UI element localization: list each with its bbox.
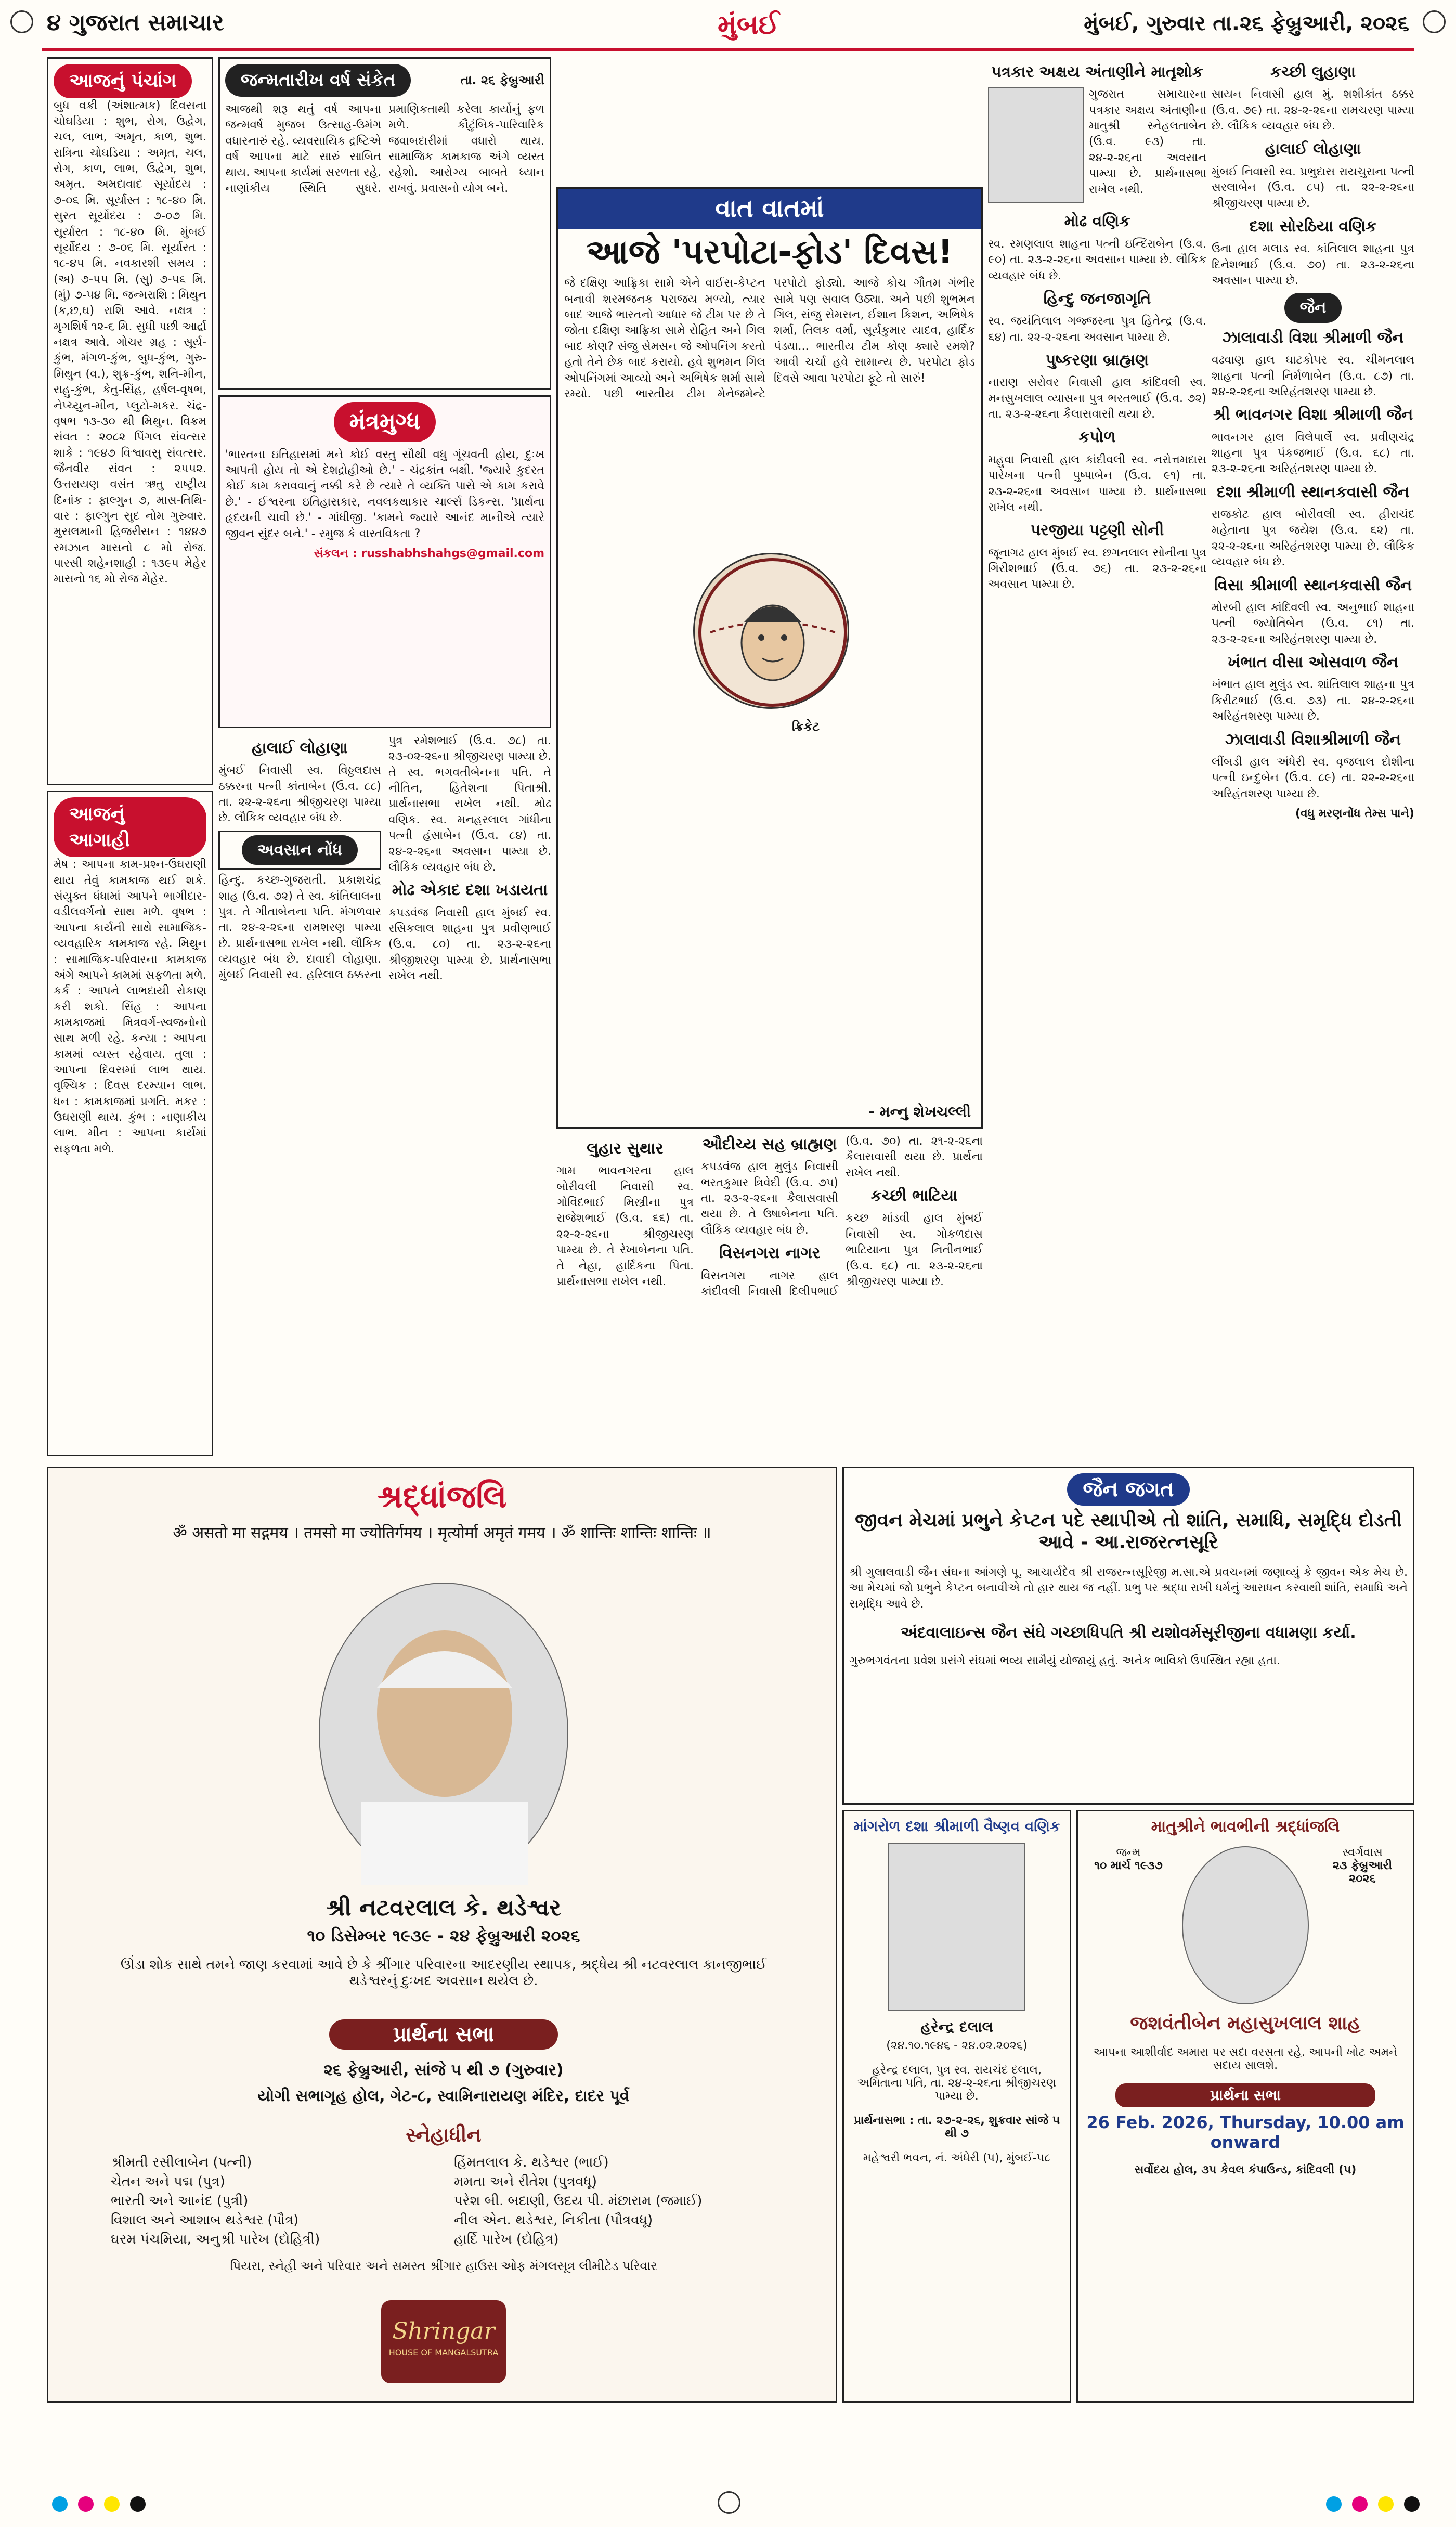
mantra-title: મંત્રમુગ્ધ [334, 402, 436, 442]
brand-name: Shringar [392, 2318, 495, 2344]
far2-title: વિસા શ્રીમાળી સ્થાનકવાસી જૈન [1214, 576, 1412, 594]
family-member: નીલ એન. થડેશ્વર, નિકીતા (પૌત્રવધૂ) [454, 2212, 653, 2228]
dalal-community: માંગરોળ દશા શ્રીમાળી વૈષ્ણવ વણિક [853, 1818, 1060, 1835]
dalal-dates: (૨૪.૧૦.૧૯૪૬ - ૨૪.૦૨.૨૦૨૬) [886, 2039, 1028, 2052]
family-member: ભારતી અને આનંદ (પુત્રી) [111, 2193, 249, 2209]
mantra-credit: સંકલન : russhabhshahgs@gmail.com [314, 547, 544, 560]
page-number-paper [47, 9, 224, 36]
section-title: મુંબઈ [718, 9, 779, 41]
registration-mark [718, 2491, 740, 2514]
panchang-title: આજનું પંચાંગ [54, 64, 192, 98]
halai-title: હાલાઈ લોહાણા [1265, 140, 1361, 159]
jain-jagat-headline2: અંદવાલાઇન્સ જૈન સંઘે ગચ્છાધિપતિ શ્રી યશોવર્મસૂરીજીના વધામણા કર્યા. [901, 1624, 1356, 1642]
janmadivas-box [218, 57, 551, 390]
janmadivas-title: જન્મતારીખ વર્ષ સંકેત [225, 64, 411, 97]
magenta-dot [78, 2496, 94, 2512]
date-line: મુંબઈ, ગુરુવાર તા.૨૬ ફેબ્રુઆરી, ૨૦૨૬ [1084, 11, 1409, 35]
registration-mark [1423, 10, 1446, 33]
dalal-name: હરેન્દ્ર દલાલ [920, 2018, 993, 2036]
hindu-title: હિન્દુ જનજાગૃતિ [1043, 289, 1151, 308]
jashvantiben-prayer-date: 26 Feb. 2026, Thursday, 10.00 am onward [1086, 2113, 1405, 2152]
prayer-date: ૨૬ ફેબ્રુઆરી, સાંજે ૫ થી ૭ (ગુરુવાર) [323, 2061, 564, 2079]
portrait-icon [320, 1584, 569, 1885]
jashvantiben-photo [1182, 1846, 1309, 2004]
center-obits-col [218, 733, 551, 1456]
vaat-signature: - મન્નુ શેખચલ્લી [868, 1103, 971, 1120]
far4-text: લીંબડી હાલ અંધેરી સ્વ. વૃજલાલ દોશીના પત્ની ઇન્દુબેન (ઉ.વ. ૮૯) તા. ૨૨-૨-૨૬ના અરિહંતશરણ પામ્યા છે. [1212, 755, 1414, 800]
header-rule [42, 48, 1414, 51]
jashvantiben-ad [1076, 1810, 1414, 2403]
patrakar-text: ગુજરાત સમાચારના પત્રકાર અક્ષય અંતાણીના માતુશ્રી સ્નેહલતાબેન (ઉ.વ. ૯૩) તા. ૨૪-૨-૨૬ના અવસાન પામ્યા છે. પ્રાર્થનાસભા રાખેલ નથી. [1089, 88, 1206, 196]
jashvantiben-venue: સર્વોદય હોલ, ૩૫ કેવલ કંપાઉન્ડ, કાંદિવલી (પ) [1134, 2163, 1357, 2176]
matru-title: માતુશ્રીને ભાવભીની શ્રદ્ધાંજલિ [1151, 1818, 1340, 1836]
kachhi-text: કચ્છ માંડવી હાલ મુંબઈ નિવાસી સ્વ. ગોકળદાસ ભાટિયાના પુત્ર નિતીનભાઈ (ઉ.વ. ૬૮) તા. ૨૩-૨-૨૬ના શ્રીજીચરણ પામ્યા છે. [846, 1212, 983, 1288]
magenta-dot [1352, 2496, 1368, 2512]
visa-title: શ્રી ભાવનગર વિશા શ્રીમાળી જૈન [1213, 406, 1413, 424]
jain-jagat-box [842, 1467, 1414, 1805]
prayer-title: પ્રાર્થના સભા [329, 2019, 558, 2050]
far4-title: ઝાલાવાડી વિશાશ્રીમાળી જૈન [1225, 730, 1401, 749]
family-member: શ્રીમતી રસીલાબેન (પત્ની) [111, 2155, 252, 2170]
luhar-title: લુહાર સુથાર [587, 1139, 664, 1158]
vishnagar-title: પરજીયા પટ્ટણી સોની [1030, 521, 1164, 540]
vaishnav-text: વિસનગરા નાગર હાલ કાંદીવલી નિવાસી દિલીપભાઈ (ઉ.વ. ૭૦) તા. ૨૧-૨-૨૬ના કૈલાસવાસી થયા છે. પ્રાર્થના રાખેલ નથી. [701, 1135, 983, 1298]
family-member: વિશાલ અને આશાબ થડેશ્વર (પૌત્ર) [111, 2212, 299, 2228]
cartoon-illustration [693, 553, 849, 709]
janmadivas-date: તા. ૨૬ ફેબ્રુઆરી [460, 72, 544, 87]
family-footer: પિયરા, સ્નેહી અને પરિવાર અને સમસ્ત શ્રીંગાર હાઉસ ઓફ મંગલસૂત્ર લીમીટેડ પરિવાર [230, 2259, 657, 2273]
zalavadi-text: વઢવાણ હાલ ઘાટકોપર સ્વ. ચીમનલાલ શાહના પત્ની નિર્મળાબેન (ઉ.વ. ૮૭) તા. ૨૪-૨-૨૬ના અરિહંતશરણ પામ્યા છે. [1212, 354, 1414, 398]
visa-text: ભાવનગર હાલ વિલેપાર્લે સ્વ. પ્રવીણચંદ્ર શાહના પુત્ર પંકજભાઈ (ઉ.વ. ૬૮) તા. ૨૩-૨-૨૬ના અરિહંતશરણ પામ્યા છે. [1212, 431, 1414, 476]
black-dot [130, 2496, 146, 2512]
vaat-headline: આજે 'પરપોટા-ફોડ' દિવસ! [586, 233, 953, 271]
lohana-title: હાલાઈ લોહાણા [252, 739, 348, 757]
death-date: ૨૩ ફેબ્રુઆરી ૨૦૨૬ [1332, 1859, 1393, 1885]
page-number: ૪ [47, 9, 61, 36]
nondh-text: હિન્દુ. કચ્છ-ગુજરાતી. પ્રકાશચંદ્ર શાહ (ઉ.વ. ૭૨) તે સ્વ. કાંતિલાલના પુત્ર. તે ગીતાબેનના પતિ. મંગળવાર તા. ૨૪-૨-૨૬ના રામશરણ પામ્યા છે. પ્રાર્થનાસભા રાખેલ નથી. લૌકિક વ્યવહાર બંધ છે. દાવાદી લોહાણા. મુંબઈ નિવાસી સ્વ. હરિલાલ ઠક્કરના પુત્ર રમેશભાઈ (ઉ.વ. ૭૮) તા. ૨૩-૦૨-૨૬ના શ્રીજીચરણ પામ્યા છે. તે સ્વ. ભગવતીબેનના પતિ. તે નીતિન, હિતેશના પિતાશ્રી. પ્રાર્થનાસભા રાખેલ નથી. મોઢ વણિક. સ્વ. મનહરલાલ ગાંધીના પત્ની હંસાબેન (ઉ.વ. ૮૪) તા. ૨૪-૨-૨૬ના અવસાન પામ્યા છે. લૌકિક વ્યવહાર બંધ છે. [218, 734, 551, 982]
janmadivas-text: આજથી શરૂ થતું વર્ષ આપના જન્મવર્ષ મુજબ ઉત્સાહ-ઉમંગ વધારનારું રહે. વ્યવસાયિક દ્રષ્ટિએ વર્ષ આપના માટે સારું સાબિત થાય. આપના કાર્યમાં સરળતા રહે. નાણાંકીય સ્થિતિ સુધરે. પ્રમાણિકતાથી કરેલા કાર્યોનું ફળ મળે. કૌટુંબિક-પારિવારિક જવાબદારીમાં વધારો થાય. સામાજિક કામકાજ અંગે વ્યસ્ત રહેશો. આરોગ્ય બાબતે ધ્યાન રાખવું. પ્રવાસનો યોગ બને. [225, 102, 544, 195]
dasha-text: ઉના હાલ મલાડ સ્વ. કાંતિલાલ શાહના પુત્ર દિનેશભાઈ (ઉ.વ. ૭૦) તા. ૨૩-૨-૨૬ના અવસાન પામ્યા છે. [1212, 242, 1414, 288]
cricketer-cartoon-icon [695, 554, 851, 710]
jain-section-title: જૈન [1284, 293, 1342, 322]
panchang-text: બુધ વક્રી (અંશાત્મક) દિવસના ચોઘડિયા : શુભ, રોગ, ઉદ્વેગ, ચલ, લાભ, અમૃત, કાળ, શુભ. રાત્રિના ચોઘડિયા : અમૃત, ચલ, રોગ, કાળ, લાભ, ઉદ્વેગ, શુભ, અમૃત. અમદાવાદ સૂર્યોદય : ૭-૦૬ મિ. સૂર્યાસ્ત : ૧૮-૪૦ મિ. સુરત સૂર્યોદય : ૭-૦૭ મિ. સૂર્યાસ્ત : ૧૮-૪૦ મિ. મુંબઈ સૂર્યોદય : ૭-૦૬ મિ. સૂર્યાસ્ત : ૧૮-૪૫ મિ. નવકારશી સમય : (અ) ૭-૫૫ મિ. (સુ) ૭-૫૬ મિ. (મું) ૭-૫૪ મિ. જન્મરાશિ : મિથુન (ક,છ,ઘ) રાશિ આવે. નક્ષત્ર : મૃગશિર્ષ ૧૨-૬ મિ. સુધી પછી આર્દ્રા નક્ષત્ર આવે. ગોચર ગ્રહ : સૂર્ય-કુંભ, મંગળ-કુંભ, બુધ-કુંભ, ગુરુ-મિથુન (વ.), શુક્ર-કુંભ, શનિ-મીન, રાહુ-કુંભ, કેતુ-સિંહ, હર્ષલ-વૃષભ, નેપ્ચ્યુન-મીન, પ્લુટો-મકર. ચંદ્ર-વૃષભ ૧૩-૩૦ થી મિથુન. વિક્રમ સંવત : ૨૦૮૨ પિંગલ સંવત્સર શાકે : ૧૯૪૭ વિશ્વાવસુ સંવત્સર. જૈનવીર સંવત : ૨૫૫૨. ઉત્તરાયણ વસંત ઋતુ રાષ્ટ્રીય દિનાંક : ફાલ્ગુન ૭, માસ-તિથિ-વાર : ફાલ્ગુન સુદ નોમ ગુરુવાર. મુસલમાની હિજરીસન : ૧૪૪૭ રમઝાન માસનો ૮ મો રોજ. પારસી શહેનશાહી : ૧૩૯૫ મેહેર માસનો ૧૬ મો રોજ મેહેર. [54, 99, 206, 586]
vaat-text: જે દક્ષિણ આફ્રિકા સામે એને વાઈસ-કેપ્ટન બનાવી શરમજનક પરાજય મળ્યો, ત્યાર બાદ આજે ભારતનો આધાર જે ટીમ પર છે તે જોતા દક્ષિણ આફ્રિકા સામે રોહિત અને ગિલ બાદ કોણ? સંજુ સેમસન જે ઓપનિંગ કરતો હતો તેને છેક બાદ કરાયો. હવે શુભમન ગિલ ઓપનિંગમાં આવ્યો અને અભિષેક શર્મા સાથે રમ્યો. પછી ભારતીય ટીમ મેનેજમેન્ટે પરપોટો ફોડ્યો. આજે કોચ ગૌતમ ગંભીર સામે પણ સવાલ ઉઠ્યા. અને પછી શુભમન ગિલ, સંજુ સેમસન, ઈશાન કિશન, અભિષેક શર્મા, તિલક વર્મા, સૂર્યકુમાર યાદવ, હાર્દિક પંડ્યા... ભારતીય ટીમ કોણ ક્યારે રમશે? આવી ચર્ચા હવે સામાન્ય છે. પરપોટા ફોડ દિવસે આવા પરપોટા ફૂટે તો સારું! [564, 277, 975, 400]
far2-text: મોરબી હાલ કાંદિવલી સ્વ. અનુભાઈ શાહના પત્ની જ્યોતિબેન (ઉ.વ. ૮૧) તા. ૨૩-૨-૨૬ના અરિહંતશરણ પામ્યા છે. [1212, 601, 1414, 646]
rashi-title: આજનું આગાહી [54, 797, 206, 857]
brand-tagline: HOUSE OF MANGALSUTRA [388, 2348, 499, 2357]
jain-jagat-band: જૈન જગત [1067, 1473, 1189, 1506]
yellow-dot [1378, 2496, 1394, 2512]
birth-date: ૧૦ માર્ચ ૧૯૩૭ [1094, 1859, 1163, 1872]
family-member: હિંમતલાલ કે. થડેશ્વર (ભાઈ) [454, 2155, 609, 2170]
vaat-box [556, 187, 983, 1129]
registration-mark [10, 10, 33, 33]
audichya-title: ઔદીચ્ય સહ બ્રાહ્મણ [702, 1135, 837, 1154]
yellow-dot [104, 2496, 120, 2512]
dalal-text: હરેન્દ્ર દલાલ, પુત્ર સ્વ. રાયચંદ દલાલ, અમિતાના પતિ, તા. ૨૪-૨-૨૬ના શ્રીજીચરણ પામ્યા છે. [857, 2064, 1057, 2103]
vishnagar-text: જૂનાગઢ હાલ મુંબઈ સ્વ. છગનલાલ સોનીના પુત્ર ગિરીશભાઈ (ઉ.વ. ૭૬) તા. ૨૩-૨-૨૬ના અવસાન પામ્યા છે. [988, 546, 1206, 591]
far1-text: રાજકોટ હાલ બોરીવલી સ્વ. હીરાચંદ મહેતાના પુત્ર જયેશ (ઉ.વ. ૬૨) તા. ૨૨-૨-૨૬ના અરિહંતશરણ પામ્યા છે. લૌકિક વ્યવહાર બંધ છે. [1212, 508, 1414, 569]
birth-label: જન્મ [1116, 1846, 1141, 1859]
kutchi-text: સાયન નિવાસી હાલ મું. શશીકાંત ઠક્કર (ઉ.વ. ૭૯) તા. ૨૪-૨-૨૬ના રામચરણ પામ્યા છે. લૌકિક વ્યવહાર બંધ છે. [1212, 88, 1414, 133]
lohana-text: મુંબઈ નિવાસી સ્વ. વિઠ્ઠલદાસ ઠક્કરના પત્ની કાંતાબેન (ઉ.વ. ૮૮) તા. ૨૨-૨-૨૬ના શ્રીજીચરણ પામ્યા છે. લૌકિક વ્યવહાર બંધ છે. [218, 764, 381, 825]
far3-title: ખંભાત વીસા ઓસવાળ જૈન [1227, 653, 1399, 672]
right-col [1212, 57, 1414, 1456]
kutchi-title: કચ્છી લુહાણા [1270, 63, 1356, 81]
kadva-text: કપડવંજ નિવાસી હાલ મુંબઈ સ્વ. રસિકલાલ શાહના પુત્ર પ્રવીણભાઈ (ઉ.વ. ૮૦) તા. ૨૩-૨-૨૬ના શ્રીજીશરણ પામ્યા છે. પ્રાર્થનાસભા રાખેલ નથી. [388, 906, 551, 983]
shringar-logo [381, 2300, 506, 2383]
cyan-dot [52, 2496, 68, 2512]
prayer-venue: યોગી સભાગૃહ હોલ, ગેટ-૮, સ્વામિનારાયણ મંદિર, દાદર પૂર્વ [257, 2087, 630, 2105]
shraddhanjali-message: ઊંડા શોક સાથે તમને જાણ કરવામાં આવે છે કે શ્રીંગાર પરિવારના આદરણીય સ્થાપક, શ્રદ્ધેય શ્રી નટવરલાલ કાનજીભાઈ થડેશ્વરનું દુઃખદ અવસાન થયેલ છે. [120, 1957, 767, 1989]
kapol-text: મહુવા નિવાસી હાલ કાંદીવલી સ્વ. નરોત્તમદાસ પારેખના પત્ની પુષ્પાબેન (ઉ.વ. ૯૧) તા. ૨૩-૨-૨૬ના અવસાન પામ્યા છે. પ્રાર્થનાસભા રાખેલ નથી. [988, 453, 1206, 514]
dalal-photo [888, 1843, 1025, 2011]
shraddhanjali-ad [47, 1467, 837, 2403]
family-member: ઘરમ પંચમિયા, અનુશ્રી પારેખ (દોહિત્રી) [111, 2232, 320, 2247]
panchang-box [47, 57, 213, 785]
jain-jagat-text: શ્રી ગુલાલવાડી જૈન સંઘના આંગણે પૂ. આચાર્યદેવ શ્રી રાજરત્નસૂરિજી મ.સા.એ પ્રવચનમાં જણાવ્યું કે જીવન એક મેચ છે. આ મેચમાં જો પ્રભુને કેપ્ટન બનાવીએ તો હાર થાય જ નહીં. પ્રભુ પર શ્રદ્ધા રાખી ધર્મનું આરાધન કરવાથી શાંતિ, સમાધિ અને સમૃદ્ધિ આવે છે. [849, 1566, 1408, 1611]
dalal-ad [842, 1810, 1071, 2403]
family-member: મમતા અને રીતેશ (પુત્રવધૂ) [454, 2174, 597, 2189]
rashi-box [47, 791, 213, 1456]
jain-jagat-headline: જીવન મેચમાં પ્રભુને કેપ્ટન પદે સ્થાપીએ તો શાંતિ, સમાધિ, સમૃદ્ધિ દોડતી આવે - આ.રાજરત્નસૂરિ [855, 1510, 1402, 1553]
shloka: ॐ असतो मा सद्गमय । तमसो मा ज्योतिर्गमय । मृत्योर्मा अमृतं गमय । ॐ शान्तिः शान्तिः शान्तिः ॥ [173, 1524, 711, 1542]
kadva-title: મોઢ એકાદ દશા ખડાયતા [392, 881, 548, 900]
vaishnav-title: વિસનગરા નાગર [719, 1244, 821, 1263]
center-lower-obits [556, 1134, 983, 1456]
family-list [111, 2155, 776, 2248]
zalavadi-title: ઝાલાવાડી વિશા શ્રીમાળી જૈન [1222, 328, 1404, 347]
cartoon-caption: ક્રિકેટ [792, 719, 820, 734]
deceased-name: શ્રી નટવરલાલ કે. થડેશ્વર [326, 1895, 561, 1921]
rashi-text: મેષ : આપના કામ-પ્રશ્ન-ઉઘરાણી થાય તેવું કામકાજ થઈ શકે. સંયુક્ત ધંધામાં આપને ભાગીદાર-વડીલવર્ગનો સાથ મળે. વૃષભ : આપના કાર્યની સાથે સામાજિક-વ્યવહારિક કામકાજ રહે. મિથુન : સામાજિક-પરિવારના કામકાજ અંગે આપને કામમાં સફળતા મળે. કર્ક : આપને લાભદાયી રોકાણ કરી શકો. સિંહ : આપના કામકાજમાં મિત્રવર્ગ-સ્વજનોનો સાથ મળી રહે. કન્યા : આપના કામમાં વ્યસ્ત રહેવાય. તુલા : આપના દિવસમાં લાભ થાય. વૃશ્ચિક : દિવસ દરમ્યાન લાભ. ધન : કામકાજમાં પ્રગતિ. મકર : ઉઘરાણી થાય. કુંભ : નાણાકીય લાભ. મીન : આપના કાર્યમાં સફળતા મળે. [54, 858, 206, 1156]
patrakar-title: પત્રકાર અક્ષય અંતાણીને માતૃશોક [991, 63, 1203, 81]
nondh-title: અવસાન નોંધ [242, 835, 358, 865]
deceased-portrait [319, 1583, 568, 1884]
patrakar-photo [988, 87, 1084, 203]
cyan-dot [1326, 2496, 1342, 2512]
dalal-venue: મહેશ્વરી ભવન, નં. અંધેરી (પ), મુંબઈ-૫૮ [863, 2152, 1051, 2165]
family-member: હાર્દિ પારેખ (દોહિત્ર) [454, 2232, 559, 2247]
kachhi-title: કચ્છી ભાટિયા [870, 1187, 958, 1206]
jashvantiben-text: આપના આશીર્વાદ અમારા પર સદા વરસતા રહે. આપની ખોટ અમને સદાય સાલશે. [1093, 2046, 1398, 2072]
pushkarna-title: પુષ્કરણા બ્રાહ્મણ [1045, 351, 1149, 369]
snehadhin-title: સ્નેહાધીન [406, 2123, 482, 2146]
family-member: ચેતન અને પદ્મ (પુત્ર) [111, 2174, 225, 2189]
pushkarna-text: નારાણ સરોવર નિવાસી હાલ કાંદિવલી સ્વ. મનસુખલાલ વ્યાસના પુત્ર ભરતભાઈ (ઉ.વ. ૭૨) તા. ૨૩-૨-૨૬ના કૈલાસવાસી થયા છે. [988, 376, 1206, 421]
luhar-text: ગામ ભાવનગરના હાલ બોરીવલી નિવાસી સ્વ. ગોવિંદભાઈ મિસ્ત્રીના પુત્ર રાજેશભાઈ (ઉ.વ. ૬૬) તા. ૨૨-૨-૨૬ના શ્રીજીચરણ પામ્યા છે. તે રેખાબેનના પતિ. તે નેહા, હાર્દિકના પિતા. પ્રાર્થનાસભા રાખેલ નથી. [556, 1164, 694, 1288]
modh-title: મોઢ વણિક [1064, 212, 1130, 231]
death-label: સ્વર્ગવાસ [1342, 1846, 1383, 1859]
dasha-title: દશા સોરઠિયા વણિક [1249, 217, 1377, 236]
far3-text: ખંભાત હાલ મુલુંડ સ્વ. શાંતિલાલ શાહના પુત્ર કિરીટભાઈ (ઉ.વ. ૭૩) તા. ૨૪-૨-૨૬ના અરિહંતશરણ પામ્યા છે. [1212, 678, 1414, 723]
dalal-prayer: પ્રાર્થનાસભા : તા. ૨૭-૨-૨૬, શુક્રવાર સાંજે ૫ થી ૭ [853, 2114, 1060, 2140]
family-member: પરેશ બી. બદાણી, ઉદય પી. મંછારામ (જમાઈ) [454, 2193, 703, 2209]
modh-text: સ્વ. રમણલાલ શાહના પત્ની ઇન્દિરાબેન (ઉ.વ. ૯૦) તા. ૨૩-૨-૨૬ના અવસાન પામ્યા છે. લૌકિક વ્યવહાર બંધ છે. [988, 237, 1206, 282]
more-obits-note: (વધુ મરણનોંધ તેમ્સ પાને) [1295, 807, 1414, 820]
audichya-text: કપડવંજ હાલ મુલુંડ નિવાસી ભરતકુમાર ત્રિવેદી (ઉ.વ. ૭૫) તા. ૨૩-૨-૨૬ના કૈલાસવાસી થયા છે. તે ઉષાબેનના પતિ. લૌકિક વ્યવહાર બંધ છે. [701, 1160, 838, 1237]
shraddhanjali-title: શ્રદ્ધાંજલિ [377, 1479, 507, 1515]
hindu-text: સ્વ. જયંતિલાલ ગજ્જરના પુત્ર હિતેન્દ્ર (ઉ.વ. ૬૪) તા. ૨૨-૨-૨૬ના અવસાન પામ્યા છે. [988, 315, 1206, 344]
jashvantiben-prayer-title: પ્રાર્થના સભા [1115, 2083, 1375, 2107]
jashvantiben-name: જશવંતીબેન મહાસુખલાલ શાહ [1130, 2013, 1361, 2034]
jain-jagat-text2: ગુરુભગવંતના પ્રવેશ પ્રસંગે સંઘમાં ભવ્ય સામૈયું યોજાયું હતું. અનેક ભાવિકો ઉપસ્થિત રહ્યા હતા. [849, 1654, 1280, 1668]
deceased-dates: ૧૦ ડિસેમ્બર ૧૯૩૯ - ૨૪ ફેબ્રુઆરી ૨૦૨૬ [307, 1926, 580, 1946]
mantra-box [218, 395, 551, 728]
black-dot [1404, 2496, 1420, 2512]
halai-text: મુંબઈ નિવાસી સ્વ. પ્રભુદાસ રાયચુરાના પત્ની સરલાબેન (ઉ.વ. ૮૫) તા. ૨૨-૨-૨૬ના શ્રીજીચરણ પામ્યા છે. [1212, 165, 1414, 210]
mantra-text: 'ભારતના ઇતિહાસમાં મને કોઈ વસ્તુ સૌથી વધુ ગૂંચવતી હોય, દુઃખ આપતી હોય તો એ દેશદ્રોહીઓ છે.' - ચંદ્રકાંત બક્ષી. 'જ્યારે કુદરત કોઈ કામ કરાવવાનું નક્કી કરે છે ત્યારે તે વ્યક્તિ પાસે એ કામ કરાવે છે.' - ઈશ્વરના ઇતિહાસકાર, નવલકથાકાર ચાર્લ્સ ડિકન્સ. 'પ્રાર્થના હૃદયની ચાવી છે.' - ગાંધીજી. 'કામને જ્યારે આનંદ માનીએ ત્યારે જીવન સુંદર બને.' - રમુજ કે વાસ્તવિકતા ? [225, 448, 544, 540]
right-center-col [988, 57, 1206, 1456]
far1-title: દશા શ્રીમાળી સ્થાનકવાસી જૈન [1216, 483, 1410, 501]
vaat-band: વાત વાતમાં [558, 189, 981, 229]
kapol-title: કપોળ [1078, 428, 1116, 447]
paper-name: ગુજરાત સમાચાર [69, 9, 224, 36]
